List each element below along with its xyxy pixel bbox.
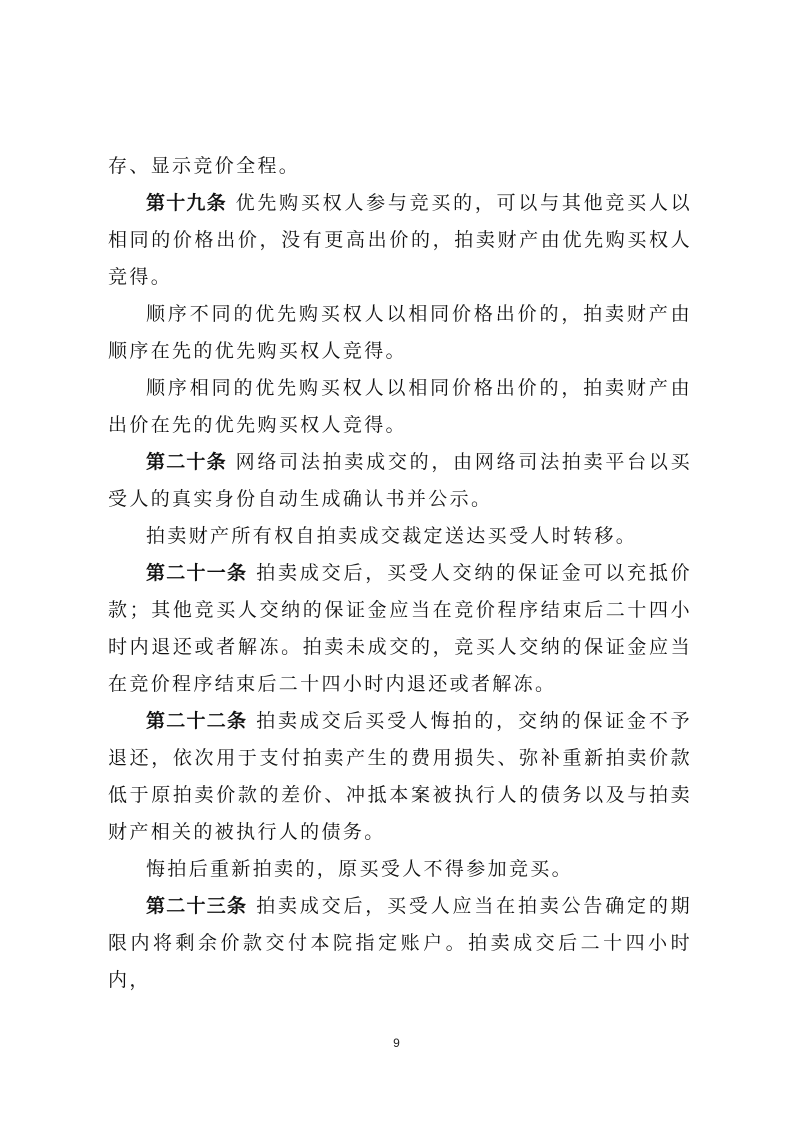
body-paragraph (108, 370, 692, 444)
paragraph-text: 优先购买权人参与竞买的，可以与其他竞买人以相同的价格出价，没有更高出价的，拍卖财产由优先购买权人竞得。 (108, 192, 692, 288)
body-paragraph (108, 518, 692, 555)
paragraph-text: 顺序相同的优先购买权人以相同价格出价的，拍卖财产由出价在先的优先购买权人竞得。 (108, 377, 692, 436)
article-heading: 第十九条 (146, 192, 227, 214)
article-21-paragraph (108, 555, 692, 703)
article-22-paragraph (108, 703, 692, 851)
article-20-paragraph (108, 444, 692, 518)
body-paragraph (108, 851, 692, 888)
article-19-paragraph (108, 185, 692, 296)
page-number: 9 (393, 1036, 400, 1050)
paragraph-text: 拍卖成交后，买受人交纳的保证金可以充抵价款；其他竞买人交纳的保证金应当在竞价程序结束后二十四小时内退还或者解冻。拍卖未成交的，竞买人交纳的保证金应当在竞价程序结束后二十四小时内退还或者解冻。 (108, 562, 692, 695)
paragraph-text: 存、显示竞价全程。 (108, 155, 301, 177)
article-heading: 第二十三条 (146, 895, 248, 917)
article-heading: 第二十二条 (146, 710, 248, 732)
paragraph-text: 拍卖成交后，买受人应当在拍卖公告确定的期限内将剩余价款交付本院指定账户。拍卖成交后二十四小时内， (108, 895, 692, 991)
body-paragraph (108, 296, 692, 370)
paragraph-text: 悔拍后重新拍卖的，原买受人不得参加竞买。 (146, 858, 574, 880)
paragraph-continuation (108, 148, 692, 185)
document-body (108, 148, 692, 999)
paragraph-text: 拍卖成交后买受人悔拍的，交纳的保证金不予退还，依次用于支付拍卖产生的费用损失、弥补重新拍卖价款低于原拍卖价款的差价、冲抵本案被执行人的债务以及与拍卖财产相关的被执行人的债务。 (108, 710, 692, 843)
article-23-paragraph (108, 888, 692, 999)
article-heading: 第二十条 (146, 451, 227, 473)
paragraph-text: 拍卖财产所有权自拍卖成交裁定送达买受人时转移。 (146, 525, 638, 547)
article-heading: 第二十一条 (146, 562, 248, 584)
paragraph-text: 顺序不同的优先购买权人以相同价格出价的，拍卖财产由顺序在先的优先购买权人竞得。 (108, 303, 692, 362)
paragraph-text: 网络司法拍卖成交的，由网络司法拍卖平台以买受人的真实身份自动生成确认书并公示。 (108, 451, 692, 510)
